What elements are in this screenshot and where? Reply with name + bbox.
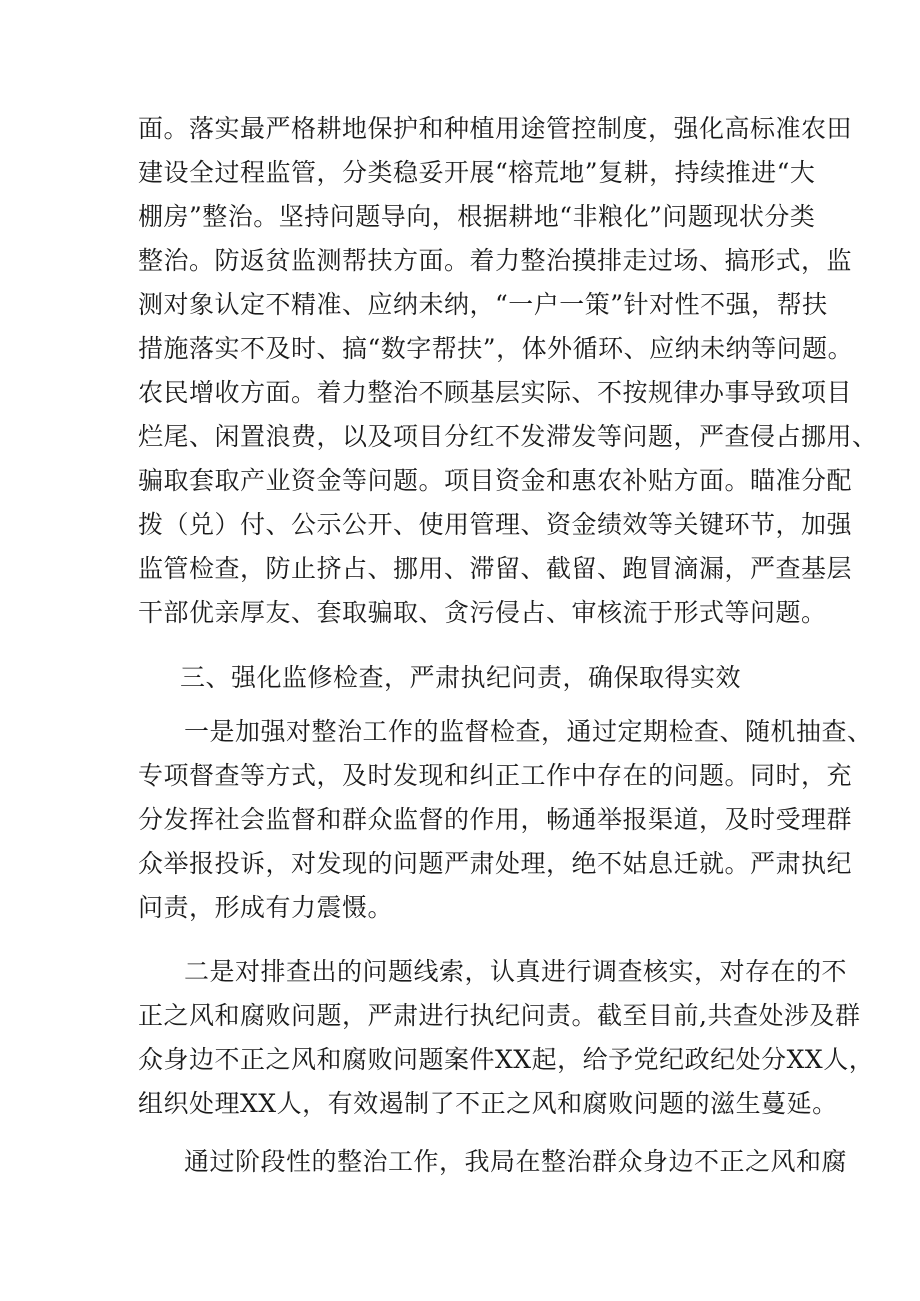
text-line-7: 农民增收方面。着力整治不顾基层实际、不按规律办事导致项目 [138,378,853,407]
section-heading: 三、强化监修检查，严肃执纪问责，确保取得实效 [180,663,742,692]
text-line-2: 建设全过程监管，分类稳妥开展“榕荒地”复耕，持续推进“大 [138,158,816,187]
text-line-15: 分发挥社会监督和群众监督的作用，畅通举报渠道，及时受理群 [138,805,853,834]
text-line-20: 众身边不正之风和腐败问题案件XX起，给予党纪政纪处分XX人， [138,1045,875,1074]
text-line-9: 骗取套取产业资金等问题。项目资金和惠农补贴方面。瞄准分配 [138,466,853,495]
text-line-3: 棚房”整治。坚持问题导向，根据耕地“非粮化”问题现状分类 [138,202,816,231]
text-line-17: 问责，形成有力震慑。 [138,893,394,922]
text-line-12: 干部优亲厚友、套取骗取、贪污侵占、审核流于形式等问题。 [138,598,827,627]
text-line-10: 拨（兑）付、公示公开、使用管理、资金绩效等关键环节，加强 [138,510,853,539]
text-line-14: 专项督查等方式，及时发现和纠正工作中存在的问题。同时，充 [138,761,853,790]
text-line-19: 正之风和腐败问题，严肃进行执纪问责。截至目前,共查处涉及群 [138,1001,861,1030]
text-line-16: 众举报投诉，对发现的问题严肃处理，绝不姑息迁就。严肃执纪 [138,849,853,878]
text-line-5: 测对象认定不精准、应纳未纳，“一户一策”针对性不强，帮扶 [138,290,828,319]
text-line-4: 整治。防返贫监测帮扶方面。着力整治摸排走过场、搞形式，监 [138,246,853,275]
text-line-1: 面。落实最严格耕地保护和种植用途管控制度，强化高标准农田 [138,114,853,143]
text-line-8: 烂尾、闲置浪费，以及项目分红不发滞发等问题，严查侵占挪用、 [138,422,878,451]
text-line-6: 措施落实不及时、搞“数字帮扶”，体外循环、应纳未纳等问题。 [138,334,854,363]
text-line-18: 二是对排查出的问题线索，认真进行调查核实，对存在的不 [184,957,848,986]
text-line-22: 通过阶段性的整治工作，我局在整治群众身边不正之风和腐 [184,1147,848,1176]
text-line-13: 一是加强对整治工作的监督检查，通过定期检查、随机抽查、 [184,717,873,746]
text-line-21: 组织处理XX人，有效遏制了不正之风和腐败问题的滋生蔓延。 [138,1089,838,1118]
text-line-11: 监管检查，防止挤占、挪用、滞留、截留、跑冒滴漏，严查基层 [138,554,853,583]
